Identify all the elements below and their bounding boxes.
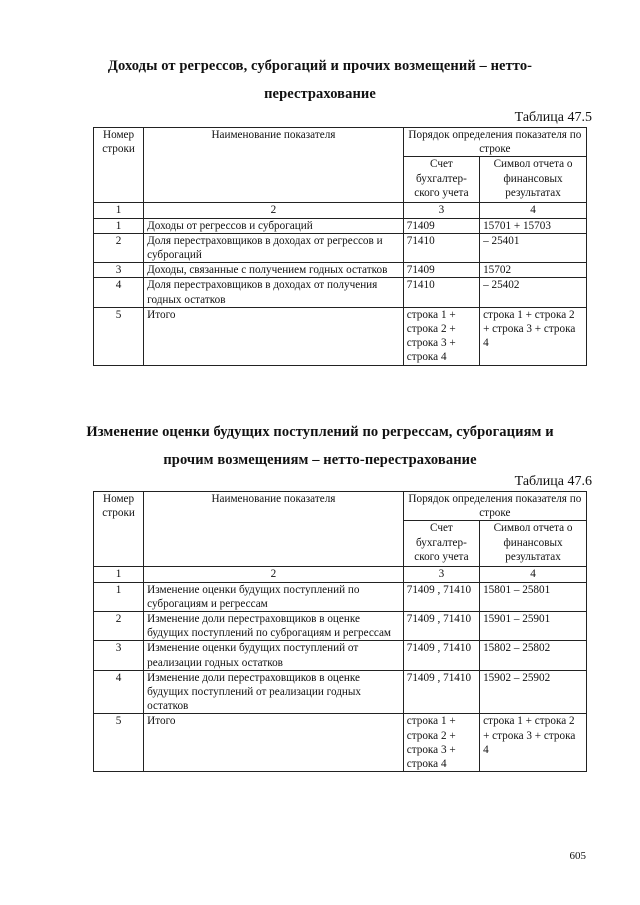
row-account: 71409: [403, 218, 479, 233]
page-number: 605: [569, 850, 586, 862]
table1-title-line1: Доходы от регрессов, суброгаций и прочих возмещений – нетто-: [107, 58, 533, 74]
table-row: [94, 278, 587, 307]
table-row: [94, 218, 587, 233]
row-number: 5: [94, 307, 144, 365]
row-name: Изменение оценки будущих поступлений по суброгациям и регрессам: [144, 582, 404, 611]
column-number-row: [94, 567, 587, 582]
row-number: 1: [94, 582, 144, 611]
column-number: 4: [480, 203, 587, 218]
row-account: 71410: [403, 278, 479, 307]
row-number: 5: [94, 714, 144, 772]
table1: [93, 127, 587, 366]
row-symbol: 15701 + 15703: [480, 218, 587, 233]
row-account: строка 1 + строка 2 + строка 3 + строка 4: [403, 714, 479, 772]
table2-title-line2: прочим возмещениям – нетто-перестрахование: [163, 452, 477, 468]
table-row-total: [94, 307, 587, 365]
table-row: [94, 582, 587, 611]
row-name: Доля перестраховщиков в доходах от получения годных остатков: [144, 278, 404, 307]
header-report-symbol: Символ отчета о финансовых результатах: [480, 157, 587, 203]
row-account: 71409 , 71410: [403, 670, 479, 714]
row-number: 2: [94, 612, 144, 641]
row-name: Доля перестраховщиков в доходах от регрессов и суброгаций: [144, 233, 404, 262]
row-name: Доходы, связанные с получением годных остатков: [144, 263, 404, 278]
row-name: Изменение доли перестраховщиков в оценке будущих поступлений от реализации годных остатков: [144, 670, 404, 714]
row-account: 71409 , 71410: [403, 641, 479, 670]
row-name: Доходы от регрессов и суброгаций: [144, 218, 404, 233]
row-account: строка 1 + строка 2 + строка 3 + строка 4: [403, 307, 479, 365]
table1-title-line2: перестрахование: [264, 86, 376, 102]
row-account: 71409: [403, 263, 479, 278]
column-number: 1: [94, 567, 144, 582]
column-number: 2: [144, 203, 404, 218]
table-row: [94, 670, 587, 714]
row-number: 4: [94, 670, 144, 714]
table-row: [94, 263, 587, 278]
row-number: 3: [94, 641, 144, 670]
table1-caption: Таблица 47.5: [514, 110, 592, 125]
row-symbol: 15902 – 25902: [480, 670, 587, 714]
row-name: Итого: [144, 307, 404, 365]
table-row-total: [94, 714, 587, 772]
header-indicator-name: Наименование показателя: [144, 492, 404, 567]
row-name: Итого: [144, 714, 404, 772]
row-name: Изменение оценки будущих поступлений от реализации годных остатков: [144, 641, 404, 670]
column-number-row: [94, 203, 587, 218]
header-indicator-name: Наименование показателя: [144, 128, 404, 203]
header-row-number: Номер строки: [94, 128, 144, 203]
row-number: 3: [94, 263, 144, 278]
row-symbol: 15702: [480, 263, 587, 278]
column-number: 4: [480, 567, 587, 582]
row-account: 71410: [403, 233, 479, 262]
row-symbol: 15802 – 25802: [480, 641, 587, 670]
row-name: Изменение доли перестраховщиков в оценке будущих поступлений по суброгациям и регрессам: [144, 612, 404, 641]
row-number: 1: [94, 218, 144, 233]
row-symbol: 15801 – 25801: [480, 582, 587, 611]
table-row: [94, 641, 587, 670]
column-number: 1: [94, 203, 144, 218]
column-number: 3: [403, 567, 479, 582]
header-determination-order: Порядок определения показателя по строке: [403, 492, 586, 521]
row-account: 71409 , 71410: [403, 612, 479, 641]
table2: [93, 491, 587, 772]
table2-title-line1: Изменение оценки будущих поступлений по регрессам, суброгациям и: [86, 424, 554, 440]
column-number: 3: [403, 203, 479, 218]
row-symbol: 15901 – 25901: [480, 612, 587, 641]
header-determination-order: Порядок определения показателя по строке: [403, 128, 586, 157]
header-account: Счет бухгалтер-ского учета: [403, 157, 479, 203]
row-symbol: – 25401: [480, 233, 587, 262]
table2-caption: Таблица 47.6: [514, 474, 592, 489]
table-row: [94, 233, 587, 262]
table-row: [94, 612, 587, 641]
row-number: 2: [94, 233, 144, 262]
row-symbol: строка 1 + строка 2 + строка 3 + строка 4: [480, 714, 587, 772]
header-row-number: Номер строки: [94, 492, 144, 567]
row-number: 4: [94, 278, 144, 307]
row-symbol: – 25402: [480, 278, 587, 307]
column-number: 2: [144, 567, 404, 582]
header-account: Счет бухгалтер-ского учета: [403, 521, 479, 567]
header-report-symbol: Символ отчета о финансовых результатах: [480, 521, 587, 567]
row-symbol: строка 1 + строка 2 + строка 3 + строка 4: [480, 307, 587, 365]
row-account: 71409 , 71410: [403, 582, 479, 611]
